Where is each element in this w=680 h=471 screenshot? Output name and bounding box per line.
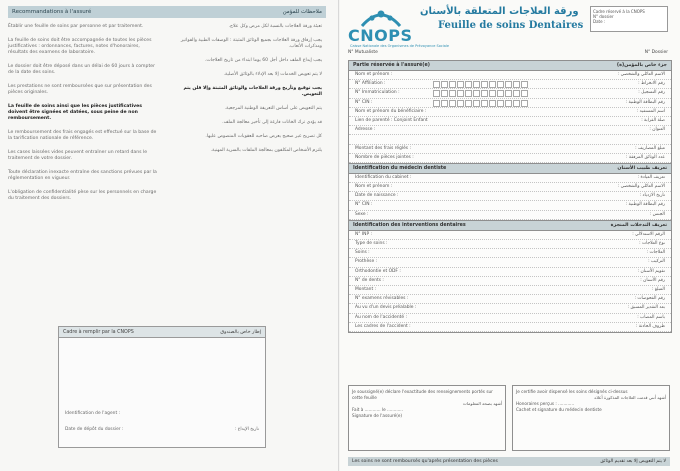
- form-field-row[interactable]: [349, 89, 671, 98]
- reference-line: Date :: [593, 19, 606, 24]
- digit-box[interactable]: [521, 100, 528, 107]
- form-field-row[interactable]: [349, 258, 671, 267]
- form-field-row[interactable]: [349, 231, 671, 240]
- field-label-ar: باسم المصاب :: [637, 314, 665, 320]
- section-title-ar: جزء خاص بالمؤمن(ة): [616, 63, 667, 68]
- digit-box[interactable]: [457, 81, 464, 88]
- field-label-ar: نوع العلاجات :: [639, 241, 665, 246]
- place-date-line: Fait à ............ le ............: [352, 407, 403, 412]
- field-label-fr: Nom et prénom :: [355, 72, 393, 77]
- digit-box[interactable]: [505, 100, 512, 107]
- digit-box[interactable]: [433, 90, 440, 97]
- field-label-fr: N° examens révisables :: [355, 296, 409, 302]
- digit-box[interactable]: [441, 81, 448, 88]
- field-label-fr: Nom et prénom :: [355, 184, 393, 190]
- digit-boxes[interactable]: [433, 90, 528, 97]
- digit-box[interactable]: [489, 90, 496, 97]
- field-label-fr: Sexe :: [355, 211, 369, 217]
- form-field-row[interactable]: [349, 314, 671, 323]
- field-label-fr: Les cadres de l'accident :: [355, 323, 411, 329]
- field-label-ar: رقم البطاقة الوطنية :: [625, 99, 665, 105]
- field-label-fr: N° Affiliation :: [355, 81, 386, 87]
- instruction-paragraph-ar: يجب إرفاق ورقة العلاجات بجميع الوثائق المثبتة : الوصفات الطبية والفواتير ومذكرات الأتعاب.: [180, 38, 322, 49]
- form-title-fr: Feuille de soins Dentaires: [438, 20, 584, 31]
- field-label-ar: تقويم الأسنان :: [637, 268, 665, 274]
- digit-box[interactable]: [497, 81, 504, 88]
- field-label-ar: صلة القرابة :: [641, 117, 665, 123]
- instruction-paragraph-ar: يتم التعويض على أساس التعريفة الوطنية المرجعية.: [224, 106, 322, 111]
- section-title-ar: تعريف التدخلات المنجزة: [610, 222, 667, 228]
- instruction-paragraph: Établir une feuille de soins par personne et par traitement.: [8, 24, 144, 29]
- instruction-paragraph: Les cases laissées vides peuvent entraîner un retard dans le traitement de votre dossier.: [8, 150, 148, 161]
- digit-box[interactable]: [489, 81, 496, 88]
- agent-id-label: Identification de l'agent :: [65, 411, 121, 416]
- header-numbers: [348, 50, 668, 55]
- digit-box[interactable]: [513, 90, 520, 97]
- digit-box[interactable]: [441, 90, 448, 97]
- digit-box[interactable]: [441, 100, 448, 107]
- form-field-row[interactable]: [349, 240, 671, 249]
- instructions-header-ar: ملاحظات للمؤمن: [282, 9, 322, 15]
- digit-box[interactable]: [521, 81, 528, 88]
- digit-box[interactable]: [521, 90, 528, 97]
- form-field-row[interactable]: [349, 108, 671, 117]
- footer-text-fr: Les soins ne sont remboursés qu'après présentation des pièces: [352, 459, 498, 464]
- instructions-header-fr: Recommandations à l'assuré: [12, 9, 92, 15]
- field-label-ar: بعد التقدير المسبق :: [627, 305, 665, 311]
- digit-box[interactable]: [513, 81, 520, 88]
- instruction-paragraph-ar: قد يؤدي ترك الخانات فارغة إلى تأخير معالجة الملف.: [222, 120, 322, 125]
- dentist-certification-text: Je certifie avoir dispensé les soins désignés ci-dessus: [516, 389, 628, 394]
- section-title-fr: Partie réservée à l'assuré(e): [353, 63, 430, 68]
- field-label-fr: Identification du cabinet :: [355, 174, 412, 180]
- field-label-ar: رقم الأسنان :: [640, 277, 665, 283]
- form-field-row[interactable]: [349, 154, 671, 163]
- digit-box[interactable]: [473, 81, 480, 88]
- field-label-ar: تاريخ الازدياد :: [639, 193, 665, 199]
- form-field-row[interactable]: [349, 286, 671, 295]
- instruction-paragraph-ar: يلتزم الأشخاص المكلفون بمعالجة الملفات بالسرية المهنية.: [210, 148, 322, 153]
- deposit-date-label-ar: تاريخ الإيداع :: [234, 427, 259, 432]
- digit-box[interactable]: [449, 90, 456, 97]
- field-label-ar: الجنس :: [649, 211, 665, 217]
- digit-box[interactable]: [465, 81, 472, 88]
- field-label-fr: Au nom de l'accidenté :: [355, 314, 407, 320]
- field-label-fr: Adresse :: [355, 127, 376, 133]
- field-label-ar: العلاجات :: [646, 250, 665, 256]
- instruction-paragraph: Toute déclaration inexacte entraîne des sanctions prévues par la réglementation en vigueur.: [8, 170, 157, 181]
- insured-declaration-box: [348, 385, 506, 451]
- digit-box[interactable]: [465, 100, 472, 107]
- form-field-row[interactable]: [349, 268, 671, 277]
- reference-box: [590, 6, 668, 32]
- form-section-header: [349, 61, 671, 71]
- cnops-reserved-title: [59, 327, 265, 338]
- digit-box[interactable]: [433, 81, 440, 88]
- instruction-paragraph-ar: كل تصريح غير صحيح يعرض صاحبه للعقوبات المنصوص عليها.: [205, 134, 322, 139]
- form-field-row[interactable]: [349, 192, 671, 201]
- field-label-fr: Montant des frais réglés :: [355, 145, 411, 151]
- field-label-fr: N° CIN :: [355, 99, 373, 105]
- claim-form-sheet: [340, 0, 680, 471]
- form-footer: [348, 457, 670, 466]
- digit-box[interactable]: [489, 100, 496, 107]
- field-label-ar: رقم البطاقة الوطنية :: [625, 202, 665, 208]
- digit-box[interactable]: [457, 90, 464, 97]
- field-label-ar: تعريف العيادة :: [637, 174, 665, 180]
- digit-box[interactable]: [481, 81, 488, 88]
- field-label-ar: مبلغ المصاريف :: [635, 145, 665, 151]
- field-label-ar: الاسم العائلي والشخصي :: [617, 72, 665, 77]
- form-field-row[interactable]: [349, 117, 671, 126]
- dentist-certification-text-ar: أشهد أنني قدمت العلاجات المذكورة أعلاه: [594, 395, 666, 400]
- form-title-ar: ورقة العلاجات المتعلقة بالأسنان: [420, 6, 579, 17]
- field-label-fr: Type de soins :: [355, 241, 388, 246]
- fees-received-line: Honoraires perçus : ............: [516, 401, 575, 406]
- digit-box[interactable]: [433, 100, 440, 107]
- footer-text-ar: لا يتم التعويض إلا بعد تقديم الوثائق: [600, 459, 666, 464]
- form-field-row[interactable]: [349, 277, 671, 286]
- instruction-paragraph: Le dossier doit être déposé dans un délai de 60 jours à compter de la date des soins.: [8, 64, 155, 75]
- form-field-row[interactable]: [349, 174, 671, 183]
- digit-box[interactable]: [481, 100, 488, 107]
- instruction-paragraph-ar: لا يتم تعويض الخدمات إلا بعد الإدلاء بالوثائق الأصلية.: [223, 72, 322, 77]
- field-label-fr: Lien de parenté : Conjoint Enfant: [355, 117, 428, 123]
- section-title-ar: تعريف طبيب الأسنان: [617, 165, 667, 171]
- signature-area: [348, 385, 670, 451]
- field-label-ar: الرقم الاستدلالي :: [632, 231, 665, 237]
- instructions-sheet: [0, 0, 339, 471]
- field-label-fr: Orthodontie et ODF :: [355, 268, 401, 274]
- field-label-ar: رقم الانخراط :: [638, 81, 665, 87]
- form-field-row[interactable]: [349, 145, 671, 154]
- instructions-arabic-column: [172, 24, 322, 162]
- field-label-fr: Au vu d'un devis préalable :: [355, 305, 417, 311]
- dentist-certification-box: [512, 385, 670, 451]
- insured-signature-label: Signature de l'assuré(e): [352, 413, 403, 418]
- field-label-fr: Nom et prénom du bénéficiaire :: [355, 108, 427, 114]
- form-field-row[interactable]: [349, 126, 671, 135]
- insured-declaration-text-ar: أشهد بصحة المعلومات: [462, 401, 502, 406]
- digit-box[interactable]: [457, 100, 464, 107]
- form-field-row[interactable]: [349, 295, 671, 304]
- digit-box[interactable]: [473, 90, 480, 97]
- form-field-row[interactable]: [349, 323, 671, 332]
- field-label-fr: N° CIN :: [355, 202, 373, 208]
- instructions-french-column: [8, 24, 158, 210]
- digit-box[interactable]: [481, 90, 488, 97]
- instruction-paragraph-ar: تعبئة ورقة العلاجات بالنسبة لكل مرض وكل علاج.: [228, 24, 322, 29]
- digit-box[interactable]: [449, 81, 456, 88]
- form-field-row[interactable]: [349, 304, 671, 313]
- digit-box[interactable]: [497, 90, 504, 97]
- instruction-paragraph: La feuille de soins doit être accompagnée de toutes les pièces justificatives : ordonnances, factures, notes d'honoraires, résultats des examens de laboratoire.: [8, 38, 152, 55]
- field-label-fr: N° INP :: [355, 231, 372, 237]
- logo-subtitle: Caisse Nationale des Organismes de Prévoyance Sociale: [350, 44, 450, 48]
- digit-boxes[interactable]: [433, 100, 528, 107]
- field-label-ar: ظروف الحادثة :: [635, 323, 665, 329]
- instruction-paragraph-ar: يجب إيداع الملف داخل أجل 60 يوما ابتداء من تاريخ العلاجات.: [204, 58, 322, 63]
- field-label-ar: عدد الوثائق المرفقة :: [625, 154, 665, 160]
- instruction-paragraph: Le remboursement des frais engagés est effectué sur la base de la tarification nationale de référence.: [8, 130, 157, 141]
- field-label-fr: N° de dents :: [355, 277, 384, 283]
- form-field-row[interactable]: [349, 211, 671, 220]
- reference-line: Cadre réservé à la CNOPS: [593, 9, 645, 14]
- digit-box[interactable]: [505, 90, 512, 97]
- instruction-paragraph: L'obligation de confidentialité pèse sur les personnels en charge du traitement des dossiers.: [8, 190, 157, 201]
- file-number-label: N° Dossier: [644, 50, 668, 55]
- field-label-fr: Montant :: [355, 286, 377, 292]
- deposit-date-label: Date de dépôt du dossier :: [65, 427, 124, 432]
- form-section-header: [349, 220, 671, 231]
- mutualist-number-label: N° Mutualiste: [348, 50, 378, 55]
- reference-line: N° dossier: [593, 14, 614, 19]
- instruction-paragraph-ar-bold: يجب توقيع وتأريخ ورقة العلاجات والوثائق المثبتة وإلا فلن يتم التعويض.: [183, 86, 322, 97]
- digit-box[interactable]: [513, 100, 520, 107]
- field-label-fr: Date de naissance :: [355, 193, 399, 199]
- claim-form-table: [348, 60, 672, 333]
- form-field-row[interactable]: [349, 183, 671, 192]
- instruction-paragraph: Les prestations ne sont remboursées que sur présentation des pièces originales.: [8, 84, 152, 95]
- digit-box[interactable]: [497, 100, 504, 107]
- digit-box[interactable]: [465, 90, 472, 97]
- field-label-fr: N° Immatriculation :: [355, 90, 400, 96]
- field-label-ar: التركيب :: [648, 259, 665, 265]
- field-label-fr: Prothèse :: [355, 259, 378, 265]
- field-label-ar: المبلغ :: [651, 286, 665, 292]
- field-label-ar: رقم الفحوصات :: [634, 296, 665, 302]
- instruction-paragraph-bold: La feuille de soins ainsi que les pièces justificatives doivent être signées et datées, sous peine de non remboursement.: [8, 104, 143, 121]
- field-label-fr: Soins :: [355, 250, 370, 256]
- form-field-row[interactable]: [349, 249, 671, 258]
- cnops-reserved-title-fr: Cadre à remplir par la CNOPS: [63, 329, 134, 335]
- section-title-fr: Identification du médecin dentiste: [353, 165, 447, 171]
- instructions-header: [8, 6, 326, 18]
- form-field-row[interactable]: [349, 99, 671, 108]
- form-field-row[interactable]: [349, 80, 671, 89]
- digit-box[interactable]: [505, 81, 512, 88]
- field-label-fr: Nombre de pièces jointes :: [355, 154, 414, 160]
- field-label-ar: العنوان :: [649, 127, 665, 133]
- digit-box[interactable]: [473, 100, 480, 107]
- section-title-fr: Identification des interventions dentaires: [353, 222, 466, 228]
- dentist-stamp-label: Cachet et signature du médecin dentiste: [516, 407, 602, 412]
- field-label-ar: رقم التسجيل :: [638, 90, 665, 96]
- cnops-reserved-title-ar: إطار خاص بالصندوق: [220, 329, 261, 335]
- form-section-header: [349, 163, 671, 174]
- form-field-row[interactable]: [349, 135, 671, 144]
- digit-boxes[interactable]: [433, 81, 528, 88]
- field-label-ar: الاسم العائلي والشخصي :: [617, 184, 665, 190]
- form-field-row[interactable]: [349, 201, 671, 210]
- field-label-ar: اسم المستفيد :: [636, 108, 665, 114]
- cnops-reserved-box: [58, 326, 266, 448]
- digit-box[interactable]: [449, 100, 456, 107]
- form-field-row[interactable]: [349, 71, 671, 80]
- insured-declaration-text: Je soussigné(e) déclare l'exactitude des renseignements portés sur cette feuille: [352, 389, 493, 400]
- logo-wordmark: CNOPS: [348, 26, 413, 45]
